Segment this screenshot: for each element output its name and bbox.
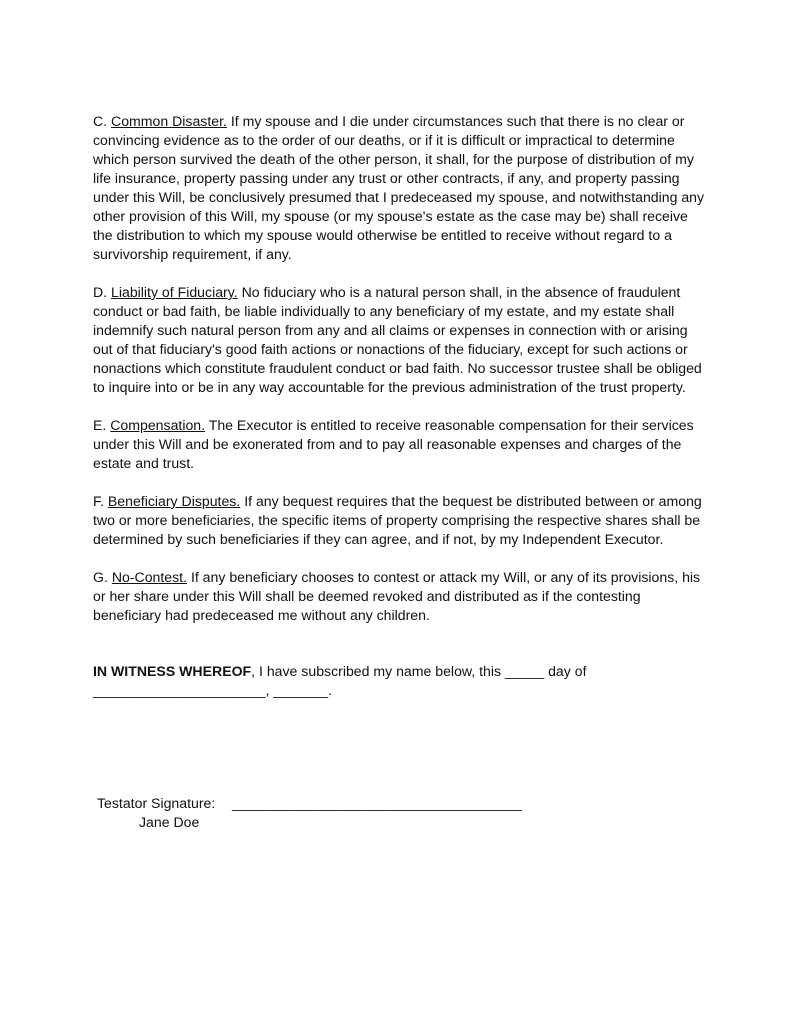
clause-d [93,283,705,397]
witness-bold: IN WITNESS WHEREOF [93,663,252,679]
clause-letter: E. [93,417,107,433]
clause-letter: F. [93,493,104,509]
clause-text: If my spouse and I die under circumstances such that there is no clear or convincing evidence as to the order of our deaths, or if it is difficult or impractical to determine which person survived the death of the other person, it shall, for the purpose of distribution of my life insurance, property passing under any trust or other contracts, if any, and property passing under this Will, be conclusively presumed that I predeceased my spouse, and notwithstanding any other provision of this Will, my spouse (or my spouse's estate as the case may be) shall receive the distribution to which my spouse would otherwise be entitled to receive without regard to a survivorship requirement, if any. [93,113,705,262]
document-body [93,112,705,719]
signature-label: Testator Signature: [97,795,216,811]
clause-heading: No-Contest. [111,569,188,585]
clause-letter: C. [93,113,108,129]
clause-text: No fiduciary who is a natural person shall, in the absence of fraudulent conduct or bad faith, be liable individually to any beneficiary of my estate, and my estate shall indemnify such natural person from any and all claims or expenses in connection with or arising out of that fiduciary's good faith actions or nonactions of the fiduciary, except for such actions or nonactions which constitute fraudulent conduct or bad faith. No successor trustee shall be obliged to inquire into or be in any way accountable for the previous administration of the trust property. [93,284,702,395]
clause-letter: D. [93,284,108,300]
clause-heading: Compensation. [110,417,206,433]
clause-f [93,492,705,549]
testator-name: Jane Doe [139,814,200,830]
witness-statement [93,662,705,700]
clause-heading: Liability of Fiduciary. [111,284,238,300]
clause-text: If any beneficiary chooses to contest or attack my Will, or any of its provisions, his or her share under this Will shall be deemed revoked and distributed as if the contesting beneficiary had predeceased me without any children. [93,569,701,623]
witness-date-line: ______________________, _______. [93,682,333,698]
signature-line: _____________________________________ [232,795,523,811]
signature-row [97,794,522,813]
witness-text: , I have subscribed my name below, this _____ day of [251,663,587,679]
clause-c [93,112,705,264]
clause-text: The Executor is entitled to receive reasonable compensation for their services under this Will and be exonerated from and to pay all reasonable expenses and charges of the estate and trust. [93,417,694,471]
clause-text: If any bequest requires that the bequest be distributed between or among two or more beneficiaries, the specific items of property comprising the respective shares shall be determined by such beneficiaries if they can agree, and if not, by my Independent Executor. [93,493,702,547]
clause-e [93,416,705,473]
clause-g [93,568,705,625]
clause-letter: G. [93,569,108,585]
signature-block [97,794,522,832]
clause-heading: Beneficiary Disputes. [107,493,241,509]
clause-heading: Common Disaster. [111,113,227,129]
